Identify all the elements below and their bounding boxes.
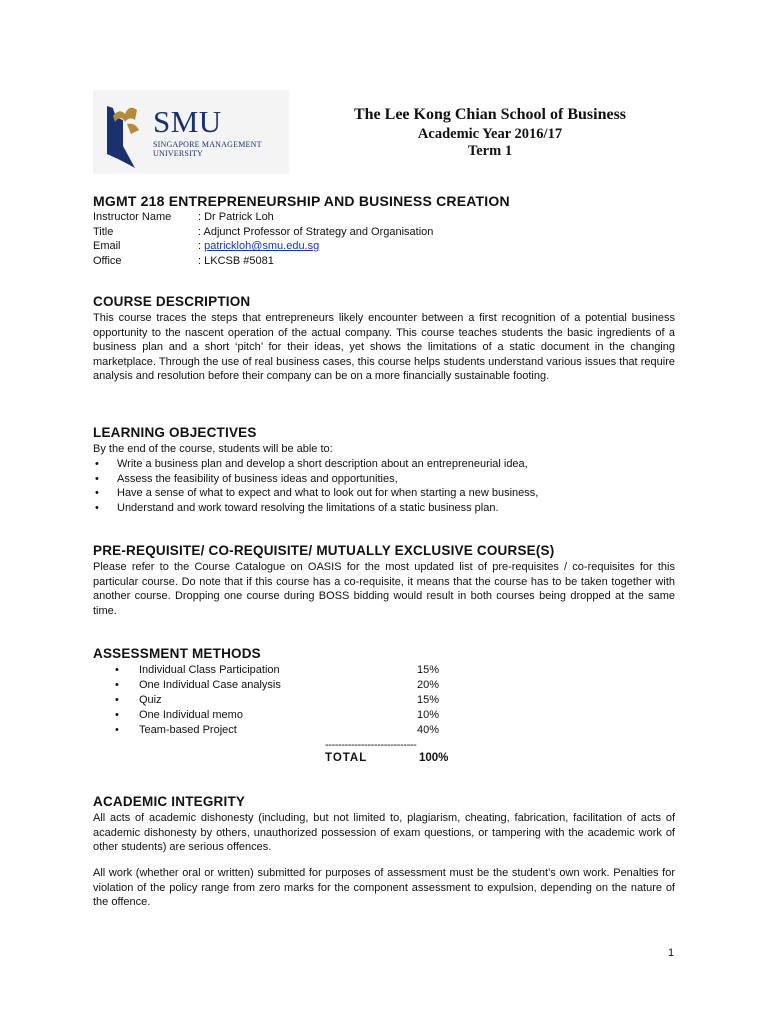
smu-logo [93,90,289,174]
assessment-row: • One Individual memo 10% [115,709,439,721]
heading-academic-integrity: ACADEMIC INTEGRITY [93,794,246,809]
list-item: • Understand and work toward resolving the limitations of a static business plan. [93,501,675,516]
bullet-icon: • [115,664,119,676]
heading-prerequisite: PRE-REQUISITE/ CO-REQUISITE/ MUTUALLY EXCLUSIVE COURSE(S) [93,543,555,558]
term: Term 1 [467,143,513,159]
school-name: The Lee Kong Chian School of Business [353,106,627,123]
assessment-row: • Quiz 15% [115,694,439,706]
bullet-icon: • [115,679,119,691]
assessment-row: • One Individual Case analysis 20% [115,679,439,691]
total-separator: ---------------------------- [325,739,417,751]
logo-subtitle: SINGAPORE MANAGEMENT UNIVERSITY [153,140,262,158]
info-row-email: Email : patrickloh@smu.edu.sg [93,240,320,253]
heading-assessment-methods: ASSESSMENT METHODS [93,646,261,661]
smu-crest-icon [101,96,149,168]
prerequisite-text: Please refer to the Course Catalogue on OASIS for the most updated list of pre-requisites / co-requisites for this particular course. Do note that if this course has a co-requisite, it means that the course has to be taken together with another course. Dropping one course during BOSS bidding would result in both courses being dropped at the same time. [93,561,675,617]
list-item: • Have a sense of what to expect and what to look out for when starting a new business, [93,486,675,501]
objectives-intro: By the end of the course, students will be able to: [93,443,333,455]
bullet-icon: • [115,709,119,721]
instructor-info [93,210,433,268]
info-row-office: Office : LKCSB #5081 [93,254,274,267]
list-item: • Assess the feasibility of business ideas and opportunities, [93,472,675,487]
objectives-list [93,457,675,515]
email-link[interactable]: patrickloh@smu.edu.sg [204,240,320,253]
info-row-title: Title : Adjunct Professor of Strategy and Organisation [93,225,434,238]
course-description-text: This course traces the steps that entrepreneurs likely encounter between a first recognition of a potential business opportunity to the nascent operation of the actual company. This course teaches students the basic ingredients of a business plan and a short ‘pitch’ for their ideas, yet shows the limitations of a static document in the changing marketplace. Through the use of real business cases, this course helps students understand various issues that require analysis and resolution before their company can be on a more financially sustainable footing. [93,312,675,383]
assessment-row: • Team-based Project 40% [115,724,439,736]
assessment-list [93,663,513,738]
info-row-instructor: Instructor Name : Dr Patrick Loh [93,211,274,223]
heading-learning-objectives: LEARNING OBJECTIVES [93,425,257,440]
integrity-paragraph-1: All acts of academic dishonesty (including, but not limited to, plagiarism, cheating, fabrication, facilitation of acts of academic dishonesty by others, unauthorized possession of exam questions, or tampering with the academic work of other students) are serious offences. [93,812,675,854]
total-label: TOTAL [325,752,368,764]
logo-wordmark: SMU [153,104,222,139]
heading-course-description: COURSE DESCRIPTION [93,294,251,309]
total-value: 100% [419,752,449,764]
academic-year: Academic Year 2016/17 [417,126,563,142]
list-item: • Write a business plan and develop a short description about an entrepreneurial idea, [93,457,675,472]
bullet-icon: • [115,694,119,706]
integrity-paragraph-2: All work (whether oral or written) submitted for purposes of assessment must be the student’s own work. Penalties for violation of the policy range from zero marks for the component assessment to expulsion, depending on the nature of the offence. [93,867,675,909]
page-number: 1 [668,947,675,959]
assessment-row: • Individual Class Participation 15% [115,664,439,676]
course-title: MGMT 218 ENTREPRENEURSHIP AND BUSINESS CREATION [93,193,510,209]
bullet-icon: • [115,724,119,736]
